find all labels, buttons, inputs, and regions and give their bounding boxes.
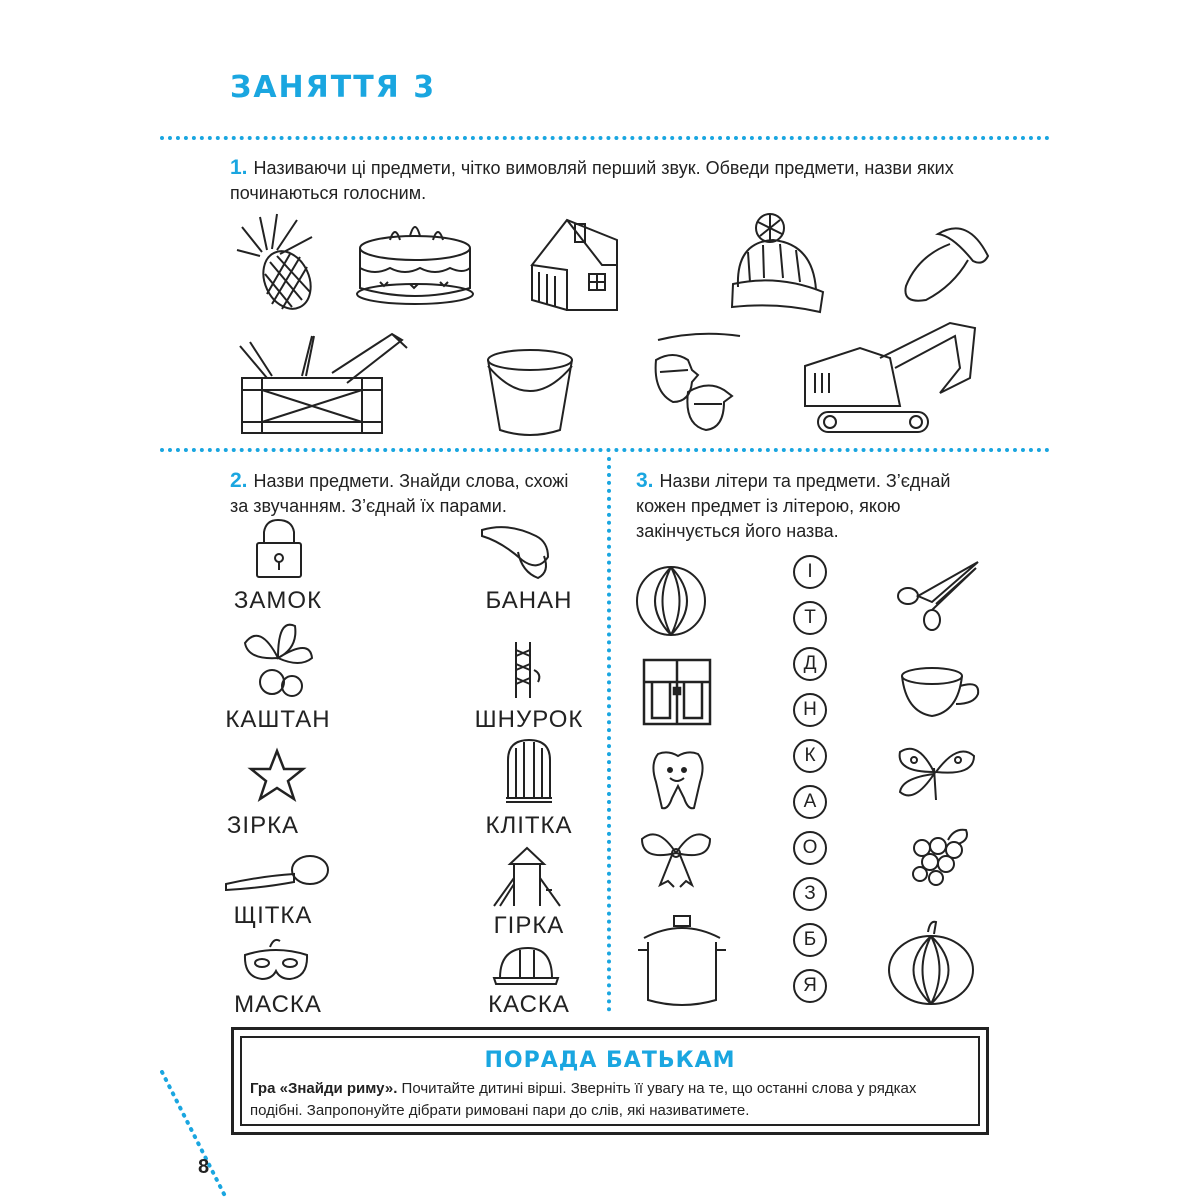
word-star: ЗІРКА bbox=[226, 812, 300, 839]
letter-circle[interactable]: К bbox=[793, 739, 827, 773]
task1-number: 1. bbox=[230, 156, 248, 179]
task2-text: Назви предмети. Знайди слова, схожі за звучанням. З’єднай їх парами. bbox=[230, 471, 569, 516]
letter-circle[interactable]: І bbox=[793, 555, 827, 589]
letter-circle[interactable]: О bbox=[793, 831, 827, 865]
word-mask: МАСКА bbox=[234, 991, 322, 1018]
scissors-icon[interactable] bbox=[892, 558, 982, 634]
word-banana: БАНАН bbox=[485, 587, 573, 614]
banana-icon[interactable] bbox=[478, 512, 558, 582]
divider-middle bbox=[160, 448, 1050, 452]
pumpkin-icon[interactable] bbox=[884, 918, 978, 1008]
helmet-icon[interactable] bbox=[490, 944, 560, 990]
word-slide: ГІРКА bbox=[493, 912, 565, 939]
word-lock: ЗАМОК bbox=[233, 587, 323, 614]
task3-number: 3. bbox=[636, 469, 654, 492]
pineapple-icon[interactable] bbox=[232, 212, 322, 312]
lock-icon[interactable] bbox=[252, 518, 307, 580]
cake-icon[interactable] bbox=[355, 216, 475, 306]
divider-top bbox=[160, 136, 1050, 140]
parents-tip-game-name: Гра «Знайди риму». bbox=[250, 1080, 398, 1097]
parents-tip-inner bbox=[240, 1036, 980, 1126]
task1-text: Називаючи ці предмети, чітко вимовляй перший звук. Обведи предмети, назви яких починаються голосним. bbox=[230, 158, 954, 203]
letter-circle[interactable]: З bbox=[793, 877, 827, 911]
bow-icon[interactable] bbox=[638, 823, 714, 889]
letter-circle[interactable]: А bbox=[793, 785, 827, 819]
winter-hat-icon[interactable] bbox=[728, 212, 826, 322]
chestnut-icon[interactable] bbox=[240, 618, 315, 700]
butterfly-icon[interactable] bbox=[888, 738, 980, 808]
parents-tip-text bbox=[250, 1078, 970, 1122]
star-icon[interactable] bbox=[248, 747, 306, 803]
brush-icon[interactable] bbox=[222, 852, 332, 894]
cup-icon[interactable] bbox=[898, 664, 984, 722]
tooth-icon[interactable] bbox=[648, 748, 708, 812]
letter-circle[interactable]: Н bbox=[793, 693, 827, 727]
bucket-icon[interactable] bbox=[480, 346, 580, 438]
task1-instructions bbox=[230, 155, 1000, 206]
watermelon-icon[interactable] bbox=[634, 564, 708, 638]
parents-tip-title: ПОРАДА БАТЬКАМ bbox=[484, 1048, 736, 1073]
house-icon[interactable] bbox=[527, 210, 622, 320]
slide-icon[interactable] bbox=[490, 844, 564, 908]
letter-circle[interactable]: Я bbox=[793, 969, 827, 1003]
grapes-icon[interactable] bbox=[908, 826, 974, 890]
birdcage-icon[interactable] bbox=[504, 736, 554, 804]
toolbox-icon[interactable] bbox=[232, 328, 412, 438]
corner-dotted-line bbox=[160, 1070, 230, 1200]
letter-circle[interactable]: Б bbox=[793, 923, 827, 957]
window-icon[interactable] bbox=[640, 656, 714, 728]
word-lace: ШНУРОК bbox=[474, 706, 584, 733]
word-brush: ЩІТКА bbox=[233, 902, 313, 929]
pot-icon[interactable] bbox=[636, 910, 728, 1010]
task2-number: 2. bbox=[230, 469, 248, 492]
page-number: 8 bbox=[198, 1156, 210, 1178]
mask-icon[interactable] bbox=[240, 937, 312, 987]
parents-tip-body: Почитайте дитині вірші. Зверніть її увагу на те, що останні слова у рядках подібні. Запропонуйте дібрати римовані пари до слів, які називатимете. bbox=[250, 1080, 917, 1119]
word-chestnut: КАШТАН bbox=[225, 706, 331, 733]
letter-circle[interactable]: Т bbox=[793, 601, 827, 635]
lace-icon[interactable] bbox=[506, 640, 544, 700]
word-cage: КЛІТКА bbox=[485, 812, 573, 839]
task3-instructions bbox=[636, 468, 996, 544]
task3-text: Назви літери та предмети. З’єднай кожен предмет із літерою, якою закінчується його назва. bbox=[636, 471, 951, 541]
mittens-icon[interactable] bbox=[648, 330, 748, 432]
parents-tip-box bbox=[231, 1027, 989, 1135]
word-helmet: КАСКА bbox=[488, 991, 570, 1018]
letter-circle[interactable]: Д bbox=[793, 647, 827, 681]
page-title: ЗАНЯТТЯ 3 bbox=[230, 70, 437, 105]
mushroom-icon[interactable] bbox=[898, 216, 993, 306]
excavator-icon[interactable] bbox=[800, 318, 985, 438]
